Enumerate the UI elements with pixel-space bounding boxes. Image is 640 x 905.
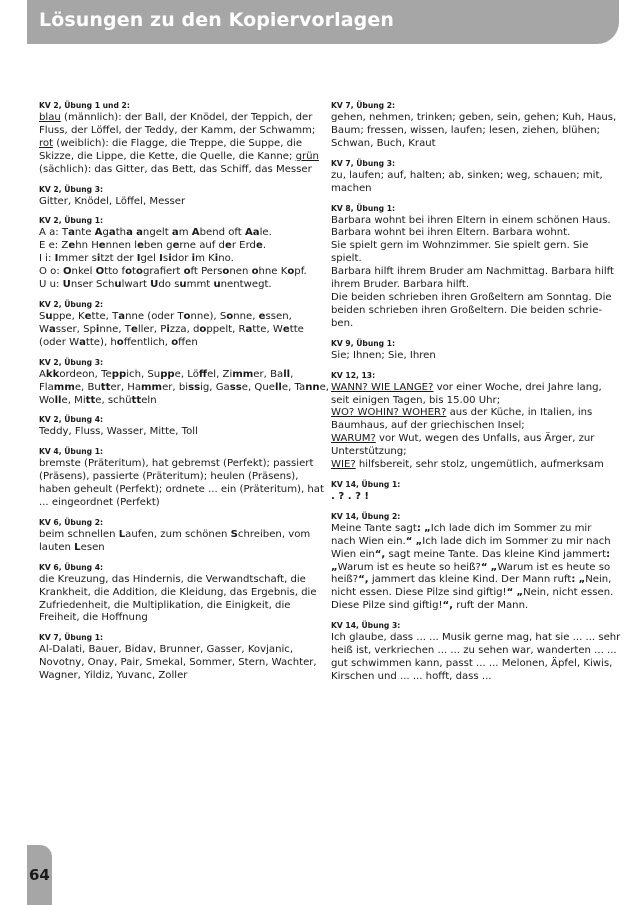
section-title: KV 7, Übung 3: — [331, 158, 396, 168]
page-header — [27, 0, 619, 44]
answer-line: . ? . ? ! — [331, 490, 370, 502]
answer-line: beiden schrieben ihren Großeltern. Die beiden schrie- — [331, 304, 603, 316]
answer-line: Ich glaube, dass ... ... Musik gerne mag, hat sie ... ... sehr — [331, 632, 621, 644]
answer-line: blau (männlich): der Ball, der Knödel, der Teppich, der — [39, 112, 313, 123]
answer-line: I i: Immer sitzt der Igel Isidor im Kino. — [39, 253, 234, 265]
answer-line: lauten Lesen — [39, 541, 105, 553]
section-title: KV 9, Übung 1: — [331, 338, 396, 348]
answer-line: Meine Tante sagt: „Ich lade dich im Sommer zu mir — [331, 522, 592, 534]
section-title: KV 2, Übung 4: — [39, 415, 104, 425]
section-title: KV 2, Übung 2: — [39, 299, 104, 309]
answer-line: Sie; Ihnen; Sie, Ihren — [331, 349, 436, 361]
answer-line: ihrem Bruder. Barbara hilft. — [331, 279, 470, 291]
answer-line: WIE? hilfsbereit, sehr stolz, ungemütlich, aufmerksam — [331, 459, 604, 471]
answer-line: Barbara hilft ihrem Bruder am Nachmittag. Barbara hilft — [331, 266, 614, 278]
answer-line: U u: Unser Schulwart Udo summt unentwegt. — [39, 279, 272, 291]
answer-line: Akkordeon, Teppich, Suppe, Löffel, Zimmer, Ball, — [39, 368, 294, 380]
section-title: KV 7, Übung 2: — [331, 101, 396, 110]
answer-line: Baumhaus, auf der griechischen Insel; — [331, 420, 525, 432]
solution-section — [331, 511, 614, 613]
answer-line: Suppe, Kette, Tanne (oder Tonne), Sonne, essen, — [39, 310, 292, 322]
answer-line: Freiheit, die Hoffnung — [39, 612, 148, 624]
page-number: 64 — [29, 866, 50, 884]
solution-section — [331, 203, 614, 331]
solution-section — [39, 632, 317, 683]
section-title: KV 14, Übung 2: — [331, 511, 401, 521]
answer-line: heiß ist, verkriechen ... ... zu sehen war, wanderten ... ... — [331, 645, 617, 657]
solution-section — [39, 562, 317, 626]
answer-line: Skizze, die Lippe, die Kette, die Quelle, die Kanne; grün — [39, 150, 319, 162]
solution-section — [39, 299, 307, 350]
answer-line: O o: Onkel Otto fotografiert oft Personen ohne Kopf. — [39, 266, 307, 278]
solution-section — [331, 158, 603, 196]
page-title: Lösungen zu den Kopiervorlagen — [39, 9, 394, 31]
answer-line: heiß?“, jammert das kleine Kind. Der Mann ruft: „Nein, — [331, 574, 612, 586]
answer-line: (sächlich): das Gitter, das Bett, das Schiff, das Messer — [39, 163, 312, 175]
answer-line: gehen, nehmen, trinken; geben, sein, gehen; Kuh, Haus, — [331, 112, 617, 123]
answer-line: ... eingeordnet (Perfekt) — [39, 497, 160, 509]
section-title: KV 12, 13: — [331, 370, 376, 380]
answer-line: WANN? WIE LANGE? vor einer Woche, drei Jahre lang, — [331, 381, 602, 393]
answer-line: zu, laufen; auf, halten; ab, sinken; weg, schauen; mit, — [331, 169, 603, 181]
answer-line: Sie spielt gern im Wohnzimmer. Sie spielt gern. Sie — [331, 240, 589, 252]
section-title: KV 2, Übung 1: — [39, 216, 104, 226]
answer-line: Novotny, Onay, Pair, Smekal, Sommer, Stern, Wachter, — [39, 657, 317, 669]
answer-line: gut schwimmen kann, passt ... ... Melonen, Äpfel, Kiwis, — [331, 658, 613, 669]
section-title: KV 8, Übung 1: — [331, 203, 396, 213]
answer-line: Unterstützung; — [331, 446, 407, 458]
answer-line: Fluss, der Löffel, der Teddy, der Kamm, der Schwamm; — [39, 124, 316, 136]
solution-section — [331, 370, 604, 472]
answer-line: Diese Pilze sind giftig!“, ruft der Mann. — [331, 600, 529, 612]
section-title: KV 2, Übung 3: — [39, 357, 104, 367]
solution-section — [331, 620, 621, 684]
answer-line: „Warum ist es heute so heiß?“ „Warum ist es heute so — [331, 561, 611, 573]
answer-line: Flamme, Butter, Hammer, bissig, Gasse, Quelle, Tanne, — [39, 381, 329, 393]
section-title: KV 2, Übung 3: — [39, 184, 104, 194]
answer-line: A a: Tante Agatha angelt am Abend oft Aale. — [39, 227, 272, 239]
answer-line: haben geheult (Perfekt); ordnete ... ein (Präteritum), hat — [39, 484, 324, 496]
answer-line: Baum; fressen, wissen, laufen; lesen, ziehen, blühen; — [331, 124, 600, 136]
answer-line: Die beiden schrieben ihren Großeltern am Sonntag. Die — [331, 291, 612, 303]
solution-section — [39, 414, 307, 439]
answer-line: beim schnellen Laufen, zum schönen Schreiben, vom — [39, 528, 311, 540]
answer-line: nach Wien ein.“ „Ich lade dich im Sommer zu mir nach — [331, 535, 611, 547]
answer-line: spielt. — [331, 253, 362, 265]
solution-section — [39, 184, 307, 209]
answer-line: Kirschen und ... ... hofft, dass ... — [331, 670, 492, 682]
answer-line: Schwan, Buch, Kraut — [331, 137, 436, 149]
solution-section — [39, 446, 324, 510]
section-title: KV 2, Übung 1 und 2: — [39, 101, 130, 110]
answer-line: ben. — [331, 317, 354, 329]
answer-line: nicht essen. Diese Pilze sind giftig!“ „Nein, nicht essen. — [331, 587, 614, 599]
section-title: KV 4, Übung 1: — [39, 447, 104, 457]
answer-line: Wagner, Yildiz, Yuvanc, Zoller — [39, 670, 188, 682]
answer-line: rot (weiblich): die Flagge, die Treppe, die Suppe, die — [39, 137, 303, 149]
section-title: KV 14, Übung 3: — [331, 621, 401, 631]
answer-line: die Kreuzung, das Hindernis, die Verwandtschaft, die — [39, 573, 306, 585]
answer-line: Teddy, Fluss, Wasser, Mitte, Toll — [39, 426, 198, 438]
answer-line: Barbara wohnt bei ihren Eltern. Barbara wohnt. — [331, 227, 571, 239]
answer-line: machen — [331, 182, 372, 194]
right-column — [331, 100, 621, 691]
solution-section — [39, 517, 311, 555]
answer-line: Barbara wohnt bei ihren Eltern in einem schönen Haus. — [331, 214, 611, 226]
answer-line: Wasser, Spinne, Teller, Pizza, doppelt, Ratte, Wette — [39, 323, 304, 335]
answer-line: seit einigen Tagen, bis 15.00 Uhr; — [331, 394, 501, 406]
answer-line: Zufriedenheit, die Multiplikation, die Einigkeit, die — [39, 599, 291, 611]
answer-line: Wien ein“, sagt meine Tante. Das kleine Kind jammert: — [331, 548, 611, 560]
section-title: KV 7, Übung 1: — [39, 633, 104, 643]
answer-line: (oder Watte), hoffentlich, offen — [39, 336, 198, 348]
section-title: KV 14, Übung 1: — [331, 479, 401, 489]
answer-line: Wolle, Mitte, schütteln — [39, 394, 157, 406]
section-title: KV 6, Übung 4: — [39, 562, 104, 572]
answer-line: bremste (Präteritum), hat gebremst (Perfekt); passiert — [39, 458, 314, 470]
answer-line: Al-Dalati, Bauer, Bidav, Brunner, Gasser, Kovjanic, — [39, 644, 294, 656]
answer-line: (Präsens), passierte (Präteritum); heulen (Präsens), — [39, 471, 299, 483]
answer-line: WO? WOHIN? WOHER? aus der Küche, in Italien, ins — [331, 407, 593, 419]
answer-line: WARUM? vor Wut, wegen des Unfalls, aus Ärger, zur — [331, 433, 595, 445]
section-title: KV 6, Übung 2: — [39, 517, 104, 527]
solution-section — [39, 215, 307, 292]
solution-section — [39, 100, 319, 177]
answer-line: E e: Zehn Hennen leben gerne auf der Erde. — [39, 240, 267, 252]
solution-section — [331, 338, 599, 363]
solution-section — [331, 100, 617, 151]
solution-section — [39, 357, 329, 408]
answer-line: Gitter, Knödel, Löffel, Messer — [39, 195, 186, 207]
answer-line: Krankheit, die Addition, die Kleidung, das Ergebnis, die — [39, 586, 317, 598]
left-column — [39, 100, 329, 690]
solution-section — [331, 479, 599, 504]
